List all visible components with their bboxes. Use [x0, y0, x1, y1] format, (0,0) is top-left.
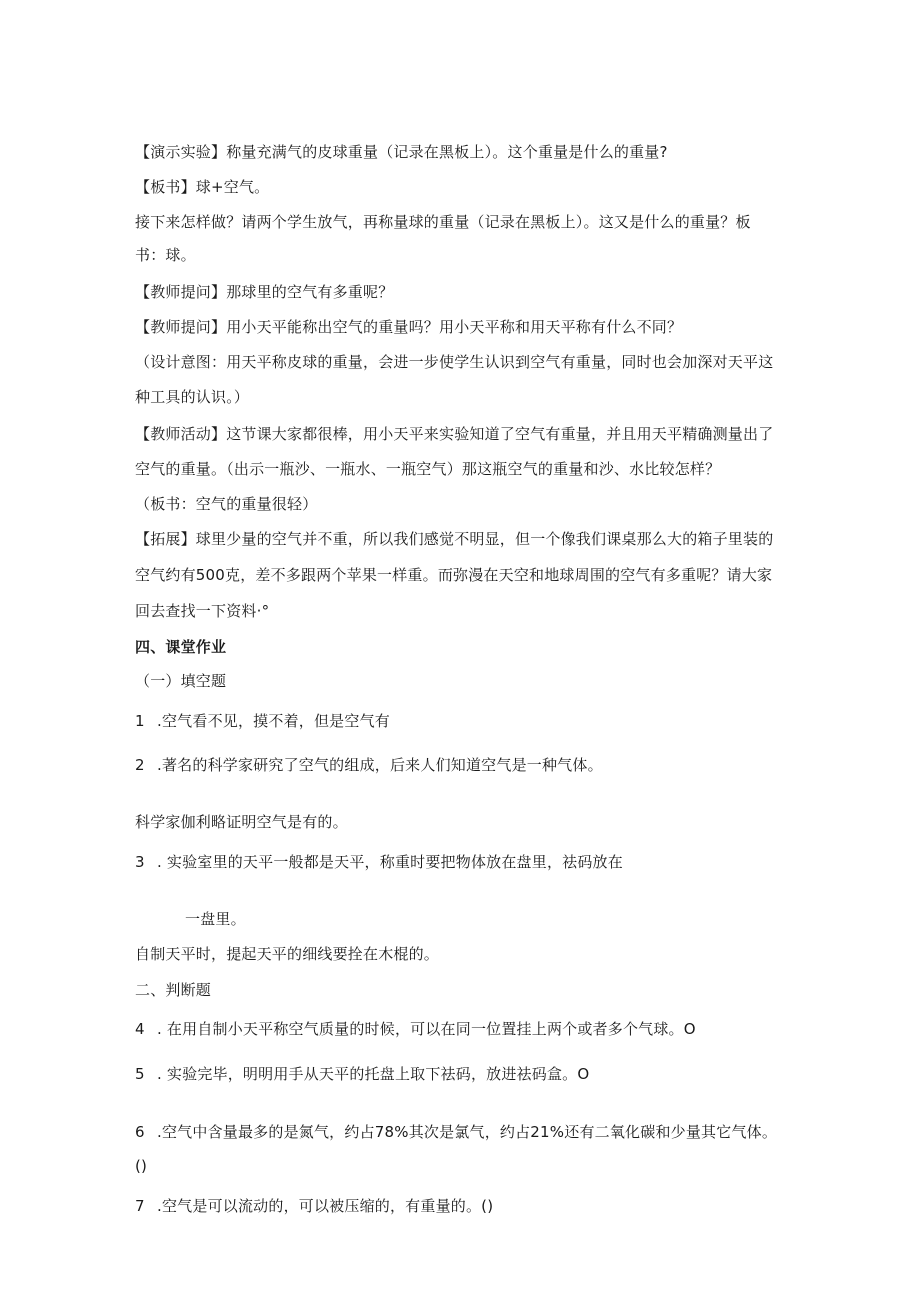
extension-line-cont-2: 回去查找一下资料·°: [135, 602, 270, 620]
question-6-answer-paren: (): [135, 1157, 148, 1175]
board-note-line: 【板书】球+空气。: [135, 178, 270, 196]
question-3-part-c: 自制天平时，提起天平的细线要拴在木棍的。: [135, 945, 440, 963]
question-number: 2: [135, 756, 145, 774]
design-intent-line-cont: 种工具的认识。）: [135, 388, 250, 406]
question-1: [135, 711, 390, 731]
question-text: . 实验室里的天平一般都是天平，称重时要把物体放在盘里，祛码放在: [157, 853, 623, 871]
design-intent-line: （设计意图：用天平称皮球的重量，会进一步使学生认识到空气有重量，同时也会加深对天平这: [135, 353, 774, 371]
question-6: [135, 1122, 777, 1142]
question-text: . 实验完毕，明明用手从天平的托盘上取下祛码，放进祛码盒。O: [157, 1065, 590, 1083]
question-number: 1: [135, 712, 145, 730]
question-2: [135, 755, 603, 775]
homework-heading: 四、课堂作业: [135, 638, 227, 656]
question-text: .空气中含量最多的是氮气，约占78%其次是氯气，约占21%还有二氧化碳和少量其它气体。: [157, 1123, 778, 1141]
teacher-question-1: 【教师提问】那球里的空气有多重呢？: [135, 283, 394, 301]
question-2-part-b: 科学家伽利略证明空气是有的。: [135, 813, 348, 831]
question-text: .空气看不见，摸不着，但是空气有: [157, 712, 390, 730]
question-7: [135, 1196, 493, 1216]
demo-experiment-line: 【演示实验】称量充满气的皮球重量（记录在黑板上）。这个重量是什么的重量?: [135, 143, 668, 161]
teacher-activity-line-cont: 空气的重量。（出示一瓶沙、一瓶水、一瓶空气）那这瓶空气的重量和沙、水比较怎样？: [135, 460, 721, 478]
question-5: [135, 1064, 589, 1084]
question-text: .著名的科学家研究了空气的组成，后来人们知道空气是一种气体。: [157, 756, 603, 774]
question-3: [135, 852, 623, 872]
question-4: [135, 1019, 696, 1039]
question-text: .空气是可以流动的，可以被压缩的，有重量的。(): [157, 1197, 494, 1215]
true-false-heading: 二、判断题: [135, 981, 212, 999]
next-step-line-cont: 书：球。: [135, 246, 196, 264]
question-number: 3: [135, 853, 145, 871]
question-number: 4: [135, 1020, 145, 1038]
extension-line: 【拓展】球里少量的空气并不重，所以我们感觉不明显，但一个像我们课桌那么大的箱子里装的: [135, 530, 774, 548]
question-3-part-b: 一盘里。: [185, 910, 246, 928]
question-number: 5: [135, 1065, 145, 1083]
question-text: . 在用自制小天平称空气质量的时候，可以在同一位置挂上两个或者多个气球。O: [157, 1020, 696, 1038]
teacher-question-2: 【教师提问】用小天平能称出空气的重量吗？用小天平称和用天平称有什么不同？: [135, 318, 683, 336]
question-number: 6: [135, 1123, 145, 1141]
extension-line-cont-1: 空气约有500克，差不多跟两个苹果一样重。而弥漫在天空和地球周围的空气有多重呢？请大家: [135, 566, 773, 584]
question-number: 7: [135, 1197, 145, 1215]
board-note-light: （板书：空气的重量很轻）: [135, 495, 318, 513]
fill-blank-heading: （一）填空题: [135, 672, 227, 690]
teacher-activity-line: 【教师活动】这节课大家都很棒，用小天平来实验知道了空气有重量，并且用天平精确测量出了: [135, 425, 774, 443]
next-step-line: 接下来怎样做？请两个学生放气，再称量球的重量（记录在黑板上）。这又是什么的重量？板: [135, 213, 751, 231]
